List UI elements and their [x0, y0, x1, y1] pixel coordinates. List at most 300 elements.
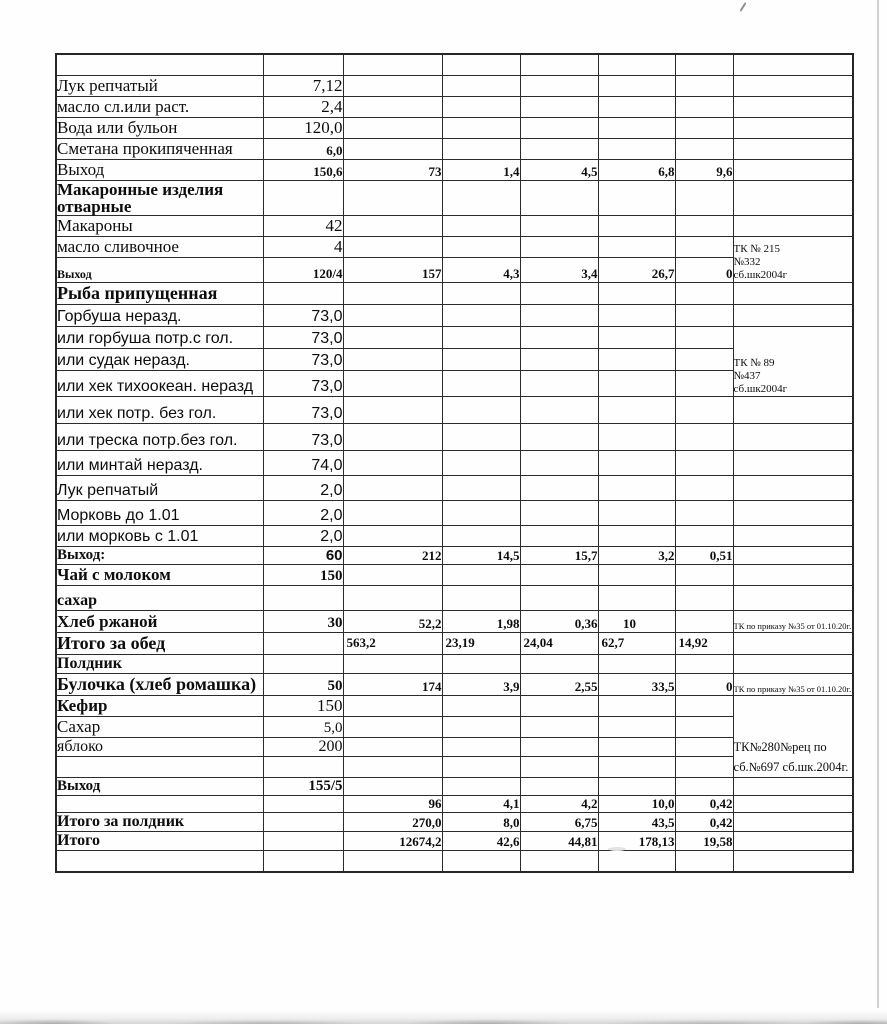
row-label [56, 757, 263, 778]
qty-cell: 73,0 [263, 305, 343, 327]
note-cell [733, 159, 853, 180]
value-cell [343, 717, 442, 738]
note-cell [733, 237, 853, 283]
value-cell [442, 397, 520, 424]
note-cell [733, 796, 853, 813]
value-cell [343, 655, 442, 674]
table-row [56, 611, 853, 633]
value-cell [442, 117, 520, 138]
note-cell [733, 655, 853, 674]
value-cell [520, 851, 598, 872]
value-cell [675, 237, 733, 258]
note-cell [733, 216, 853, 237]
row-label: масло сл.или раст. [56, 96, 263, 117]
value-cell [598, 476, 675, 501]
table-row [56, 451, 853, 476]
value-cell [343, 283, 442, 305]
note-line: ТК № 89 [733, 356, 775, 369]
note-line: сб.№697 сб.шк.2004г. [733, 760, 849, 775]
value-cell [520, 349, 598, 371]
table-row [56, 565, 853, 586]
value-cell [520, 696, 598, 717]
row-label [56, 796, 263, 813]
value-cell: 178,13 [598, 832, 675, 851]
value-cell: 24,04 [520, 633, 598, 655]
value-cell [343, 501, 442, 526]
value-cell: 19,58 [675, 832, 733, 851]
value-cell [675, 54, 733, 75]
qty-cell: 2,4 [263, 96, 343, 117]
row-label: Чай с молоком [56, 565, 263, 586]
note-cell [733, 832, 853, 851]
table-row [56, 476, 853, 501]
value-cell [343, 451, 442, 476]
value-cell [598, 738, 675, 757]
value-cell [343, 586, 442, 611]
value-cell [520, 717, 598, 738]
table-row [56, 237, 853, 258]
qty-cell: 73,0 [263, 424, 343, 451]
qty-cell: 2,0 [263, 526, 343, 547]
table-row [56, 117, 853, 138]
table-row [56, 305, 853, 327]
note-cell [733, 778, 853, 796]
note-cell [733, 611, 853, 633]
value-cell [675, 565, 733, 586]
value-cell [520, 778, 598, 796]
value-cell [442, 216, 520, 237]
value-cell [343, 851, 442, 872]
value-cell [343, 237, 442, 258]
value-cell: 14,5 [442, 547, 520, 565]
value-cell: 33,5 [598, 674, 675, 696]
value-cell: 8,0 [442, 813, 520, 832]
value-cell [520, 565, 598, 586]
value-cell [598, 327, 675, 349]
value-cell [442, 696, 520, 717]
row-label: Лук репчатый [56, 75, 263, 96]
qty-cell: 50 [263, 674, 343, 696]
row-label: Выход [56, 778, 263, 796]
value-cell [520, 96, 598, 117]
value-cell [675, 717, 733, 738]
qty-cell: 120,0 [263, 117, 343, 138]
value-cell [343, 738, 442, 757]
value-cell [520, 138, 598, 159]
note-cell [733, 138, 853, 159]
value-cell [598, 451, 675, 476]
row-label: или минтай неразд. [56, 451, 263, 476]
value-cell [343, 696, 442, 717]
value-cell [675, 696, 733, 717]
value-cell [520, 180, 598, 216]
qty-cell: 5,0 [263, 717, 343, 738]
note-cell [733, 283, 853, 305]
row-label: Полдник [56, 655, 263, 674]
value-cell [598, 180, 675, 216]
value-cell: 4,3 [442, 258, 520, 283]
value-cell [520, 305, 598, 327]
value-cell: 52,2 [343, 611, 442, 633]
table-row [56, 851, 853, 872]
value-cell [442, 349, 520, 371]
qty-cell: 4 [263, 237, 343, 258]
value-cell: 14,92 [675, 633, 733, 655]
value-cell [598, 349, 675, 371]
row-label: Хлеб ржаной [56, 611, 263, 633]
row-label: или хек тихоокеан. неразд [56, 371, 263, 397]
note-line: сб.шк2004г [733, 268, 788, 281]
value-cell [675, 778, 733, 796]
qty-cell [263, 757, 343, 778]
value-cell [520, 451, 598, 476]
value-cell: 157 [343, 258, 442, 283]
value-cell [520, 283, 598, 305]
value-cell [442, 283, 520, 305]
value-cell [520, 117, 598, 138]
qty-cell: 150,6 [263, 159, 343, 180]
qty-cell [263, 54, 343, 75]
note-cell [733, 565, 853, 586]
note-cell [733, 397, 853, 424]
value-cell [343, 96, 442, 117]
note-cell [733, 476, 853, 501]
value-cell [520, 371, 598, 397]
value-cell [675, 501, 733, 526]
value-cell [343, 327, 442, 349]
value-cell [675, 216, 733, 237]
value-cell [520, 237, 598, 258]
note-line: ТК№280№рец по [733, 740, 827, 755]
value-cell [442, 778, 520, 796]
value-cell [675, 476, 733, 501]
value-cell [442, 565, 520, 586]
value-cell [675, 424, 733, 451]
note-cell [733, 451, 853, 476]
value-cell [675, 305, 733, 327]
value-cell [442, 75, 520, 96]
table-row [56, 501, 853, 526]
value-cell [675, 327, 733, 349]
value-cell [343, 138, 442, 159]
value-cell [675, 117, 733, 138]
note-line: №332 [733, 255, 761, 268]
value-cell [442, 501, 520, 526]
value-cell: 3,2 [598, 547, 675, 565]
row-label: Морковь до 1.01 [56, 501, 263, 526]
value-cell: 2,55 [520, 674, 598, 696]
value-cell: 6,8 [598, 159, 675, 180]
value-cell [343, 216, 442, 237]
row-label: или морковь с 1.01 [56, 526, 263, 547]
table-row [56, 547, 853, 565]
value-cell [598, 237, 675, 258]
value-cell [520, 397, 598, 424]
value-cell [675, 283, 733, 305]
value-cell: 4,5 [520, 159, 598, 180]
value-cell [675, 738, 733, 757]
value-cell [442, 54, 520, 75]
qty-cell [263, 813, 343, 832]
row-label: или горбуша потр.с гол. [56, 327, 263, 349]
row-label: Макаронные изделия отварные [56, 180, 263, 216]
note-cell [733, 117, 853, 138]
value-cell [442, 586, 520, 611]
value-cell [442, 371, 520, 397]
note-cell [733, 586, 853, 611]
value-cell [442, 451, 520, 476]
qty-cell [263, 586, 343, 611]
value-cell [675, 851, 733, 872]
qty-cell: 150 [263, 565, 343, 586]
row-label: яблоко [56, 738, 263, 757]
value-cell: 212 [343, 547, 442, 565]
value-cell [520, 655, 598, 674]
value-cell: 0,36 [520, 611, 598, 633]
value-cell [442, 851, 520, 872]
value-cell: 15,7 [520, 547, 598, 565]
qty-cell: 6,0 [263, 138, 343, 159]
value-cell: 44,81 [520, 832, 598, 851]
value-cell [343, 117, 442, 138]
note-cell [733, 633, 853, 655]
table-row [56, 526, 853, 547]
note-cell [733, 327, 853, 397]
qty-cell [263, 633, 343, 655]
row-label: Сметана прокипяченная [56, 138, 263, 159]
row-label [56, 851, 263, 872]
row-label: Сахар [56, 717, 263, 738]
row-label: Макароны [56, 216, 263, 237]
value-cell [442, 138, 520, 159]
table-row [56, 54, 853, 75]
row-label: или треска потр.без гол. [56, 424, 263, 451]
table-row [56, 796, 853, 813]
row-label: Лук репчатый [56, 476, 263, 501]
note-cell [733, 674, 853, 696]
value-cell [675, 451, 733, 476]
row-label: Итого за полдник [56, 813, 263, 832]
value-cell [520, 757, 598, 778]
table-row [56, 696, 853, 717]
qty-cell: 73,0 [263, 349, 343, 371]
table-row [56, 586, 853, 611]
value-cell [343, 305, 442, 327]
value-cell: 73 [343, 159, 442, 180]
value-cell [598, 526, 675, 547]
qty-cell [263, 851, 343, 872]
value-cell: 0,51 [675, 547, 733, 565]
qty-cell: 73,0 [263, 371, 343, 397]
qty-cell: 60 [263, 547, 343, 565]
qty-cell: 42 [263, 216, 343, 237]
qty-cell: 7,12 [263, 75, 343, 96]
note-cell [733, 696, 853, 778]
note-cell [733, 501, 853, 526]
value-cell [343, 476, 442, 501]
value-cell [520, 327, 598, 349]
value-cell [598, 138, 675, 159]
value-cell: 4,1 [442, 796, 520, 813]
table-row [56, 327, 853, 349]
value-cell [598, 96, 675, 117]
value-cell [343, 565, 442, 586]
value-cell [442, 96, 520, 117]
qty-cell [263, 180, 343, 216]
value-cell [598, 117, 675, 138]
value-cell: 563,2 [343, 633, 442, 655]
qty-cell: 74,0 [263, 451, 343, 476]
value-cell [520, 216, 598, 237]
value-cell [520, 526, 598, 547]
note-cell [733, 180, 853, 216]
qty-cell: 2,0 [263, 476, 343, 501]
row-label: Итого [56, 832, 263, 851]
value-cell [442, 327, 520, 349]
table-row [56, 832, 853, 851]
value-cell [598, 757, 675, 778]
table-row [56, 397, 853, 424]
value-cell [598, 778, 675, 796]
value-cell [343, 757, 442, 778]
value-cell [675, 75, 733, 96]
value-cell: 0,42 [675, 813, 733, 832]
value-cell [343, 54, 442, 75]
menu-table-body [56, 54, 853, 872]
qty-cell [263, 832, 343, 851]
qty-cell [263, 283, 343, 305]
value-cell [520, 586, 598, 611]
table-row [56, 633, 853, 655]
table-row [56, 674, 853, 696]
value-cell: 1,4 [442, 159, 520, 180]
value-cell: 0 [675, 258, 733, 283]
value-cell [442, 305, 520, 327]
note-cell [733, 305, 853, 327]
table-row [56, 216, 853, 237]
table-row [56, 813, 853, 832]
value-cell: 26,7 [598, 258, 675, 283]
row-label: Кефир [56, 696, 263, 717]
value-cell: 6,75 [520, 813, 598, 832]
qty-cell: 73,0 [263, 397, 343, 424]
value-cell [675, 138, 733, 159]
row-label: Выход [56, 258, 263, 283]
value-cell [442, 237, 520, 258]
value-cell: 9,6 [675, 159, 733, 180]
note-line: ТК по приказу №35 от 01.10.20г. [733, 684, 852, 695]
value-cell [520, 501, 598, 526]
qty-cell [263, 655, 343, 674]
value-cell [520, 54, 598, 75]
row-label: Рыба припущенная [56, 283, 263, 305]
scan-bottom-artifact [0, 1010, 887, 1024]
qty-cell: 150 [263, 696, 343, 717]
value-cell [520, 738, 598, 757]
qty-cell: 73,0 [263, 327, 343, 349]
value-cell [675, 586, 733, 611]
scan-edge-line [877, 0, 879, 1008]
qty-cell: 2,0 [263, 501, 343, 526]
row-label: Горбуша неразд. [56, 305, 263, 327]
table-row [56, 75, 853, 96]
value-cell: 10,0 [598, 796, 675, 813]
note-cell [733, 96, 853, 117]
pen-tick-mark [740, 2, 747, 12]
row-label: Итого за обед [56, 633, 263, 655]
value-cell [598, 424, 675, 451]
table-row [56, 159, 853, 180]
note-line: ТК по приказу №35 от 01.10.20г. [733, 621, 852, 632]
value-cell [343, 397, 442, 424]
value-cell: 43,5 [598, 813, 675, 832]
value-cell: 3,9 [442, 674, 520, 696]
value-cell [598, 397, 675, 424]
value-cell [442, 180, 520, 216]
value-cell: 62,7 [598, 633, 675, 655]
note-cell [733, 526, 853, 547]
value-cell [442, 757, 520, 778]
value-cell [598, 75, 675, 96]
value-cell [675, 526, 733, 547]
scan-smudge [608, 847, 626, 851]
value-cell: 12674,2 [343, 832, 442, 851]
value-cell [598, 586, 675, 611]
note-line: сб.шк2004г [733, 382, 788, 395]
value-cell [343, 349, 442, 371]
value-cell [598, 565, 675, 586]
row-label [56, 54, 263, 75]
value-cell [598, 216, 675, 237]
note-cell [733, 547, 853, 565]
value-cell [442, 655, 520, 674]
value-cell [675, 180, 733, 216]
value-cell [675, 349, 733, 371]
value-cell: 1,98 [442, 611, 520, 633]
value-cell [343, 778, 442, 796]
value-cell: 270,0 [343, 813, 442, 832]
value-cell [442, 738, 520, 757]
value-cell [598, 696, 675, 717]
row-label: Выход: [56, 547, 263, 565]
note-cell [733, 75, 853, 96]
value-cell: 10 [598, 611, 675, 633]
table-row [56, 283, 853, 305]
value-cell [343, 180, 442, 216]
value-cell [598, 717, 675, 738]
value-cell: 96 [343, 796, 442, 813]
value-cell [598, 851, 675, 872]
value-cell [442, 476, 520, 501]
row-label: Выход [56, 159, 263, 180]
note-cell [733, 813, 853, 832]
table-row [56, 655, 853, 674]
value-cell: 174 [343, 674, 442, 696]
value-cell [520, 476, 598, 501]
table-row [56, 138, 853, 159]
qty-cell: 30 [263, 611, 343, 633]
value-cell: 0 [675, 674, 733, 696]
value-cell [343, 526, 442, 547]
table-row [56, 424, 853, 451]
qty-cell [263, 796, 343, 813]
row-label: или хек потр. без гол. [56, 397, 263, 424]
table-row [56, 96, 853, 117]
value-cell [598, 305, 675, 327]
note-cell [733, 424, 853, 451]
note-cell [733, 54, 853, 75]
note-line: ТК № 215 [733, 242, 781, 255]
